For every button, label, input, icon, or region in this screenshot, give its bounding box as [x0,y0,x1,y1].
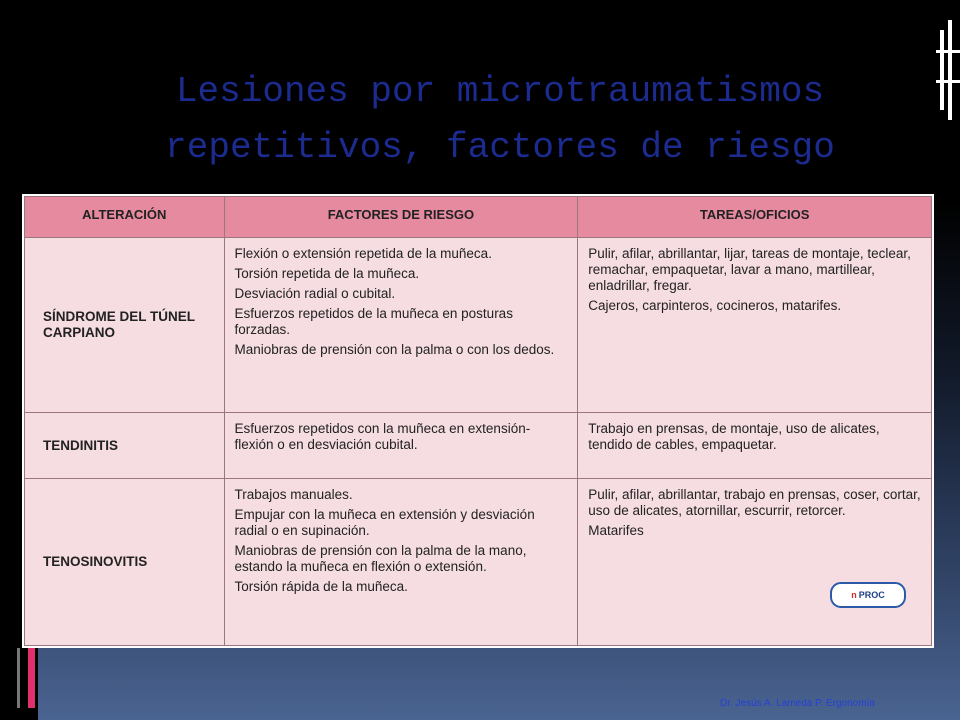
list-item: Matarifes [588,523,644,538]
tasks-cell [578,479,932,646]
table-row [25,413,932,479]
list-item: Pulir, afilar, abrillantar, lijar, tareas de montaje, teclear, remachar, empaquetar, lavar a mano, martillear, enladrillar, fregar. [588,246,911,293]
condition-cell: SÍNDROME DEL TÚNEL CARPIANO [25,238,225,413]
tasks-cell [578,413,932,479]
slide-footer: Dr. Jesús A. Lameda P. Ergonomía [720,698,875,709]
list-item: Desviación radial o cubital. [234,286,396,301]
list-item: Esfuerzos repetidos de la muñeca en posturas forzadas. [234,306,513,337]
tasks-cell [578,238,932,413]
publisher-logo [830,582,906,608]
list-item: Empujar con la muñeca en extensión y desviación radial o en supinación. [234,507,535,538]
list-item: Flexión o extensión repetida de la muñeca. [234,246,492,261]
header-alteracion: ALTERACIÓN [25,197,225,238]
list-item: Trabajo en prensas, de montaje, uso de alicates, tendido de cables, empaquetar. [588,421,880,452]
risk-factors-table [22,194,934,648]
header-factores: FACTORES DE RIESGO [224,197,578,238]
table-row [25,479,932,646]
list-item: Cajeros, carpinteros, cocineros, matarifes. [588,298,842,313]
condition-cell: TENDINITIS [25,413,225,479]
logo-text: PROC [858,590,885,600]
factors-cell [224,238,578,413]
accent-bars [14,648,38,720]
table-row [25,238,932,413]
list-item: Torsión rápida de la muñeca. [234,579,408,594]
list-item: Torsión repetida de la muñeca. [234,266,420,281]
factors-cell [224,413,578,479]
table-header-row [25,197,932,238]
list-item: Maniobras de prensión con la palma o con los dedos. [234,342,555,357]
list-item: Trabajos manuales. [234,487,353,502]
logo-mark: n [851,590,857,600]
list-item: Pulir, afilar, abrillantar, trabajo en prensas, coser, cortar, uso de alicates, atornillar, escurrir, retorcer. [588,487,921,518]
list-item: Esfuerzos repetidos con la muñeca en extensión-flexión o en desviación cubital. [234,421,531,452]
slide-title: Lesiones por microtraumatismos repetitivos, factores de riesgo [165,71,835,168]
factors-cell [224,479,578,646]
list-item: Maniobras de prensión con la palma de la mano, estando la muñeca en flexión o extensión. [234,543,527,574]
condition-cell: TENOSINOVITIS [25,479,225,646]
header-tareas: TAREAS/OFICIOS [578,197,932,238]
